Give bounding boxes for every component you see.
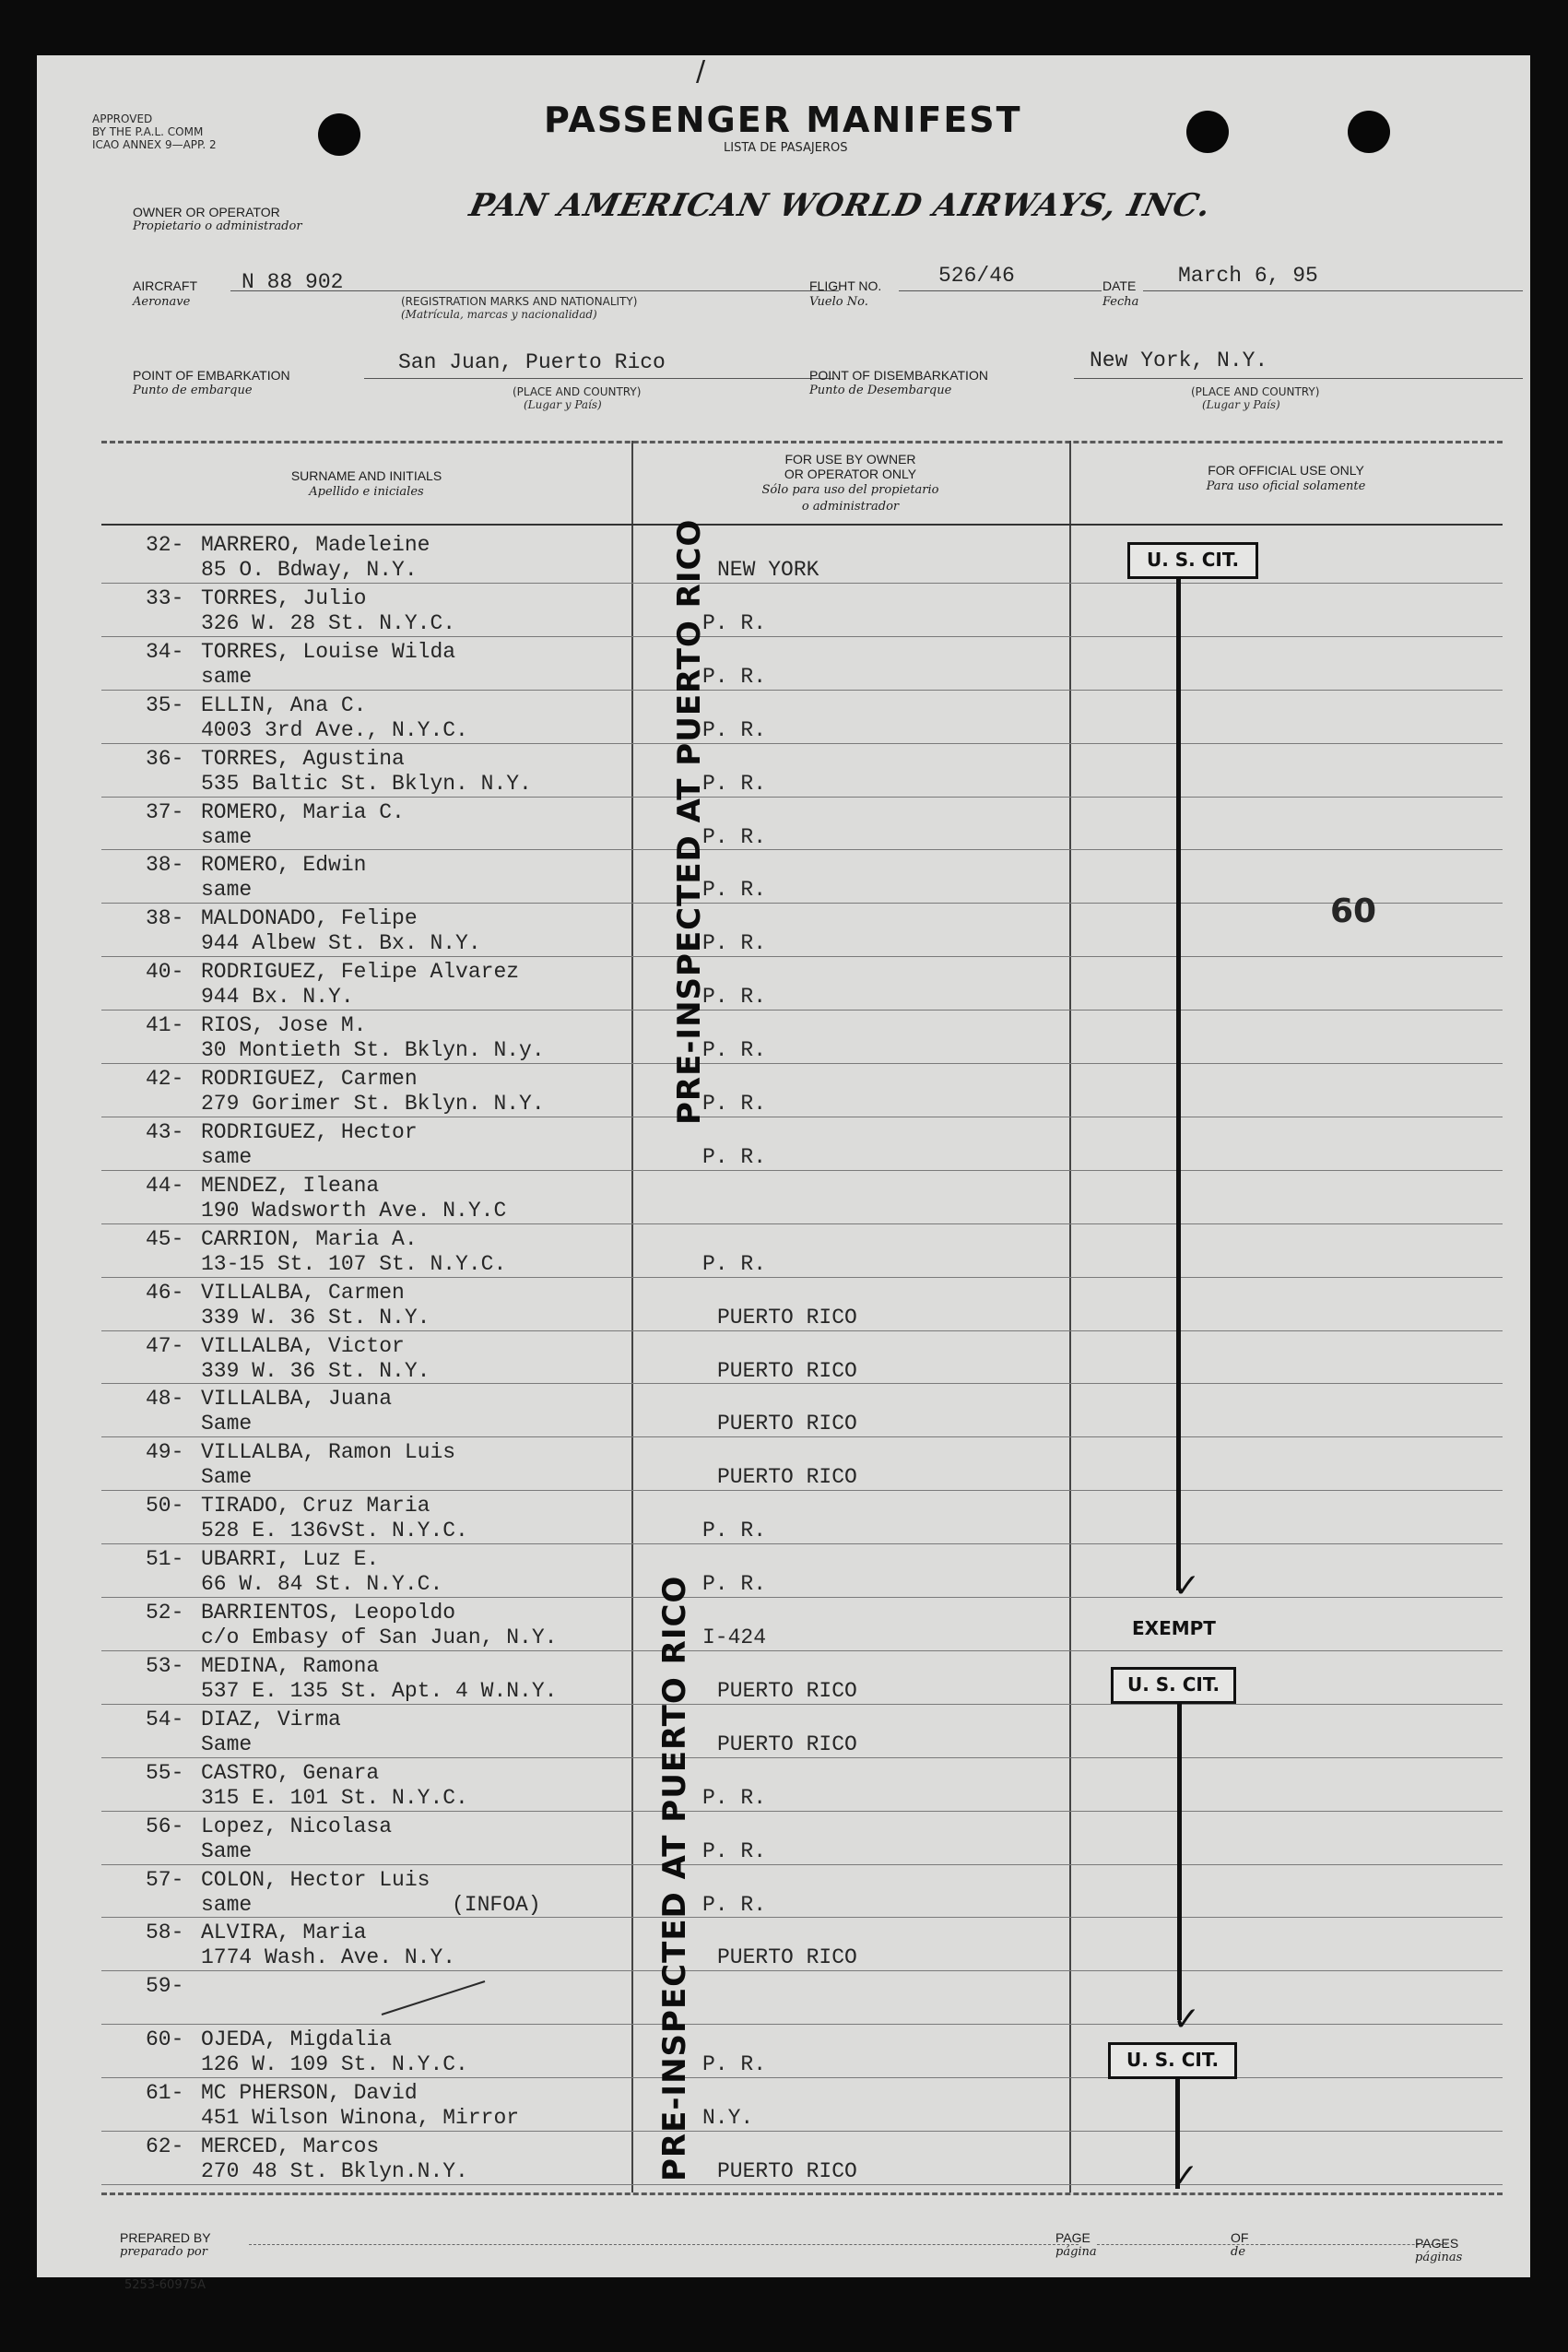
disembark-place-caption: (PLACE AND COUNTRY) [1191,385,1320,398]
passenger-destination: P. R. [702,1838,767,1863]
passenger-name: MENDEZ, Ileana [201,1173,380,1198]
check-mark-icon: ✓ [1173,1567,1201,1605]
form-number: 5253-60975A [124,2278,206,2292]
passenger-name: ROMERO, Edwin [201,853,367,878]
row-number: 55- [146,1760,184,1785]
aircraft-label-es: Aeronave [133,295,191,309]
pages-label: PAGES [1415,2236,1459,2251]
passenger-address: 4003 3rd Ave., N.Y.C. [201,717,468,742]
column-divider [1069,441,1071,2192]
table-top-rule [101,441,1503,443]
approval-line-2: BY THE P.A.L. COMM [92,125,204,138]
passenger-destination: PUERTO RICO [717,1305,857,1330]
page-label-es: página [1055,2245,1097,2259]
passenger-address: same [201,1892,253,1917]
passenger-destination: PUERTO RICO [717,1678,857,1703]
owner-label-es: Propietario o administrador [133,219,302,233]
passenger-name: VILLALBA, Victor [201,1333,405,1358]
row-rule [101,1490,1503,1491]
passenger-destination: P. R. [702,1572,767,1597]
passenger-destination: P. R. [702,1892,767,1917]
column-header-official: FOR OFFICIAL USE ONLY Para uso oficial solamente [1206,463,1366,493]
exempt-stamp: EXEMPT [1132,1617,1216,1639]
row-rule [101,1063,1503,1064]
passenger-count: 60 [1330,892,1377,930]
row-number: 46- [146,1280,184,1305]
row-rule [101,1436,1503,1437]
pre-inspected-stamp: PRE-INSPECTED AT PUERTO RICO [671,518,708,1125]
row-number: 40- [146,960,184,985]
passenger-name: RIOS, Jose M. [201,1013,367,1038]
passenger-address: 126 W. 109 St. N.Y.C. [201,2052,468,2077]
row-number: 36- [146,746,184,771]
row-number: 38- [146,906,184,931]
disembark-label-es: Punto de Desembarque [809,384,952,397]
us-cit-stamp: U. S. CIT. [1108,2042,1237,2079]
row-number: 48- [146,1387,184,1412]
row-number: 57- [146,1867,184,1892]
passenger-address: 13-15 St. 107 St. N.Y.C. [201,1251,507,1276]
passenger-name: ROMERO, Maria C. [201,799,405,824]
passenger-name: RODRIGUEZ, Hector [201,1119,418,1144]
title-mark: / [696,55,706,88]
us-cit-stamp: U. S. CIT. [1111,1667,1236,1704]
row-rule [101,690,1503,691]
passenger-name: ALVIRA, Maria [201,1921,367,1945]
punch-hole [318,113,360,156]
row-rule [101,849,1503,850]
row-rule [101,1811,1503,1812]
passenger-address: same [201,824,253,849]
passenger-destination: PUERTO RICO [717,2159,857,2183]
passenger-address: Same [201,1465,253,1490]
passenger-destination: PUERTO RICO [717,1945,857,1970]
embark-value: San Juan, Puerto Rico [398,350,666,374]
passenger-destination: PUERTO RICO [717,1358,857,1383]
passenger-name: BARRIENTOS, Leopoldo [201,1601,456,1625]
passenger-address: c/o Embasy of San Juan, N.Y. [201,1625,558,1649]
passenger-address: Same [201,1838,253,1863]
passenger-address: 535 Baltic St. Bklyn. N.Y. [201,771,532,796]
passenger-address: 339 W. 36 St. N.Y. [201,1305,430,1330]
row-number: 62- [146,2134,184,2158]
passenger-name: MALDONADO, Felipe [201,906,418,931]
line-59-strikethrough [378,1978,489,2019]
passenger-name: DIAZ, Virma [201,1707,341,1731]
passenger-address: 30 Montieth St. Bklyn. N.y. [201,1038,545,1063]
row-rule [101,1277,1503,1278]
us-cit-stamp: U. S. CIT. [1127,542,1258,579]
disembark-label: POINT OF DISEMBARKATION [809,368,988,383]
passenger-destination: P. R. [702,878,767,903]
check-mark-icon: ✓ [1173,2001,1201,2039]
disembark-place-caption-es: (Lugar y País) [1202,398,1280,411]
row-rule [101,1170,1503,1171]
row-rule [101,956,1503,957]
passenger-destination: P. R. [702,664,767,689]
row-number: 44- [146,1173,184,1198]
row-number: 61- [146,2081,184,2106]
pre-inspected-stamp: PRE-INSPECTED AT PUERTO RICO [656,1575,693,2181]
passenger-name: COLON, Hector Luis [201,1867,430,1892]
embark-place-caption: (PLACE AND COUNTRY) [513,385,642,398]
row-rule [101,1010,1503,1011]
row-number: 38- [146,853,184,878]
row-rule [101,2184,1503,2185]
header-rule [101,524,1503,526]
passenger-address: 1774 Wash. Ave. N.Y. [201,1945,456,1970]
row-rule [101,1597,1503,1598]
passenger-destination: I-424 [702,1625,767,1649]
row-number: 47- [146,1333,184,1358]
row-rule [101,1650,1503,1651]
passenger-name: RODRIGUEZ, Carmen [201,1067,418,1091]
registration-caption-es: (Matrícula, marcas y nacionalidad) [401,308,597,321]
passenger-destination: P. R. [702,1251,767,1276]
passenger-destination: P. R. [702,610,767,635]
passenger-name: MARRERO, Madeleine [201,533,430,557]
passenger-name: CARRION, Maria A. [201,1226,418,1251]
passenger-destination: P. R. [702,1144,767,1169]
prepared-label-es: preparado por [120,2245,207,2259]
passenger-destination: P. R. [702,717,767,742]
passenger-note: (INFOA) [452,1892,541,1917]
passenger-destination: P. R. [702,2052,767,2077]
page-title: PASSENGER MANIFEST [544,100,1022,140]
passenger-name: RODRIGUEZ, Felipe Alvarez [201,960,520,985]
row-number: 42- [146,1067,184,1091]
row-number: 33- [146,585,184,610]
passenger-address: same [201,664,253,689]
passenger-address: 537 E. 135 St. Apt. 4 W.N.Y. [201,1678,558,1703]
manifest-sheet [37,55,1530,2292]
flight-label-es: Vuelo No. [809,295,868,309]
passenger-name: TIRADO, Cruz Maria [201,1494,430,1519]
row-rule [101,583,1503,584]
passenger-destination: P. R. [702,985,767,1010]
disembark-value: New York, N.Y. [1090,349,1268,372]
passenger-destination: P. R. [702,1785,767,1810]
embark-label-es: Punto de embarque [133,384,253,397]
of-label: OF [1231,2230,1249,2245]
row-number: 43- [146,1119,184,1144]
flight-date: March 6, 95 [1178,264,1318,288]
column-header-owner: FOR USE BY OWNER OR OPERATOR ONLY Sólo para uso del propietario o administrador [761,452,939,514]
column-divider [631,441,633,2192]
passenger-destination: P. R. [702,931,767,956]
owner-label: OWNER OR OPERATOR [133,205,280,219]
punch-hole [1186,111,1229,153]
flight-label: FLIGHT NO. [809,278,882,293]
row-rule [101,797,1503,798]
passenger-address: Same [201,1731,253,1756]
row-number: 58- [146,1921,184,1945]
airline-name: PAN AMERICAN WORLD AIRWAYS, INC. [466,187,1215,224]
row-number: 37- [146,799,184,824]
registration-caption: (REGISTRATION MARKS AND NATIONALITY) [401,295,638,308]
passenger-name: OJEDA, Migdalia [201,2027,393,2052]
row-number: 52- [146,1601,184,1625]
row-rule [101,903,1503,904]
passenger-address: 270 48 St. Bklyn.N.Y. [201,2159,468,2183]
passenger-address: Same [201,1412,253,1436]
passenger-destination: P. R. [702,1092,767,1116]
row-rule [101,1704,1503,1705]
passenger-address: 944 Albew St. Bx. N.Y. [201,931,481,956]
passenger-name: TORRES, Louise Wilda [201,639,456,664]
aircraft-value: N 88 902 [242,270,344,294]
row-rule [101,2077,1503,2078]
date-label-es: Fecha [1102,295,1139,309]
passenger-name: CASTRO, Genara [201,1760,380,1785]
passenger-name: Lopez, Nicolasa [201,1814,393,1838]
bracket-bar [1176,576,1181,1590]
passenger-name: ELLIN, Ana C. [201,692,367,717]
passenger-name: MC PHERSON, David [201,2081,418,2106]
passenger-name: VILLALBA, Ramon Luis [201,1440,456,1465]
row-number: 56- [146,1814,184,1838]
passenger-address: 279 Gorimer St. Bklyn. N.Y. [201,1092,545,1116]
passenger-address: same [201,878,253,903]
row-rule [101,2024,1503,2025]
passenger-name: UBARRI, Luz E. [201,1547,380,1572]
passenger-destination: PUERTO RICO [717,1412,857,1436]
passenger-address: 85 O. Bdway, N.Y. [201,558,418,582]
bracket-bar [1177,1702,1182,2020]
passenger-destination: PUERTO RICO [717,1465,857,1490]
row-number: 35- [146,692,184,717]
check-mark-icon: ✓ [1171,2157,1199,2195]
flight-number: 526/46 [938,264,1015,288]
row-number: 51- [146,1547,184,1572]
passenger-address: 339 W. 36 St. N.Y. [201,1358,430,1383]
row-rule [101,1223,1503,1224]
passenger-destination: P. R. [702,1038,767,1063]
embark-place-caption-es: (Lugar y País) [524,398,602,411]
row-number: 59- [146,1974,184,1999]
passenger-address: 528 E. 136vSt. N.Y.C. [201,1519,468,1543]
row-rule [101,1917,1503,1918]
passenger-name: MEDINA, Ramona [201,1653,380,1678]
page-label: PAGE [1055,2230,1091,2245]
column-header-name: SURNAME AND INITIALS Apellido e iniciales [290,468,442,499]
passenger-name: VILLALBA, Carmen [201,1280,405,1305]
row-number: 49- [146,1440,184,1465]
row-rule [101,1757,1503,1758]
row-number: 32- [146,533,184,557]
passenger-address: same [201,1144,253,1169]
row-number: 41- [146,1013,184,1038]
row-number: 45- [146,1226,184,1251]
passenger-destination: N.Y. [702,2106,754,2131]
passenger-name: VILLALBA, Juana [201,1387,393,1412]
embark-label: POINT OF EMBARKATION [133,368,290,383]
passenger-name: TORRES, Agustina [201,746,405,771]
passenger-destination: P. R. [702,1519,767,1543]
page-title-es: LISTA DE PASAJEROS [724,141,848,155]
passenger-address: 451 Wilson Winona, Mirror [201,2106,520,2131]
passenger-name: MERCED, Marcos [201,2134,380,2158]
pages-label-es: páginas [1415,2251,1463,2264]
approval-line-3: ICAO ANNEX 9—APP. 2 [92,138,217,151]
passenger-address: 326 W. 28 St. N.Y.C. [201,610,456,635]
passenger-destination: P. R. [702,824,767,849]
row-number: 34- [146,639,184,664]
row-number: 50- [146,1494,184,1519]
row-rule [101,2131,1503,2132]
approval-line-1: APPROVED [92,112,153,125]
row-rule [101,1383,1503,1384]
passenger-destination: PUERTO RICO [717,1731,857,1756]
table-bottom-rule [101,2192,1503,2195]
passenger-destination: NEW YORK [717,558,819,582]
aircraft-label: AIRCRAFT [133,278,197,293]
row-rule [101,1970,1503,1971]
passenger-name: TORRES, Julio [201,585,367,610]
passenger-destination: P. R. [702,771,767,796]
punch-hole [1348,111,1390,153]
passenger-address: 190 Wadsworth Ave. N.Y.C [201,1198,507,1223]
row-rule [101,1330,1503,1331]
of-label-es: de [1231,2245,1246,2259]
row-number: 53- [146,1653,184,1678]
row-rule [101,1864,1503,1865]
row-rule [101,636,1503,637]
row-number: 60- [146,2027,184,2052]
row-number: 54- [146,1707,184,1731]
date-label: DATE [1102,278,1137,293]
passenger-address: 66 W. 84 St. N.Y.C. [201,1572,443,1597]
row-rule [101,743,1503,744]
passenger-address: 944 Bx. N.Y. [201,985,354,1010]
prepared-label: PREPARED BY [120,2230,211,2245]
passenger-address: 315 E. 101 St. N.Y.C. [201,1785,468,1810]
row-rule [101,1543,1503,1544]
